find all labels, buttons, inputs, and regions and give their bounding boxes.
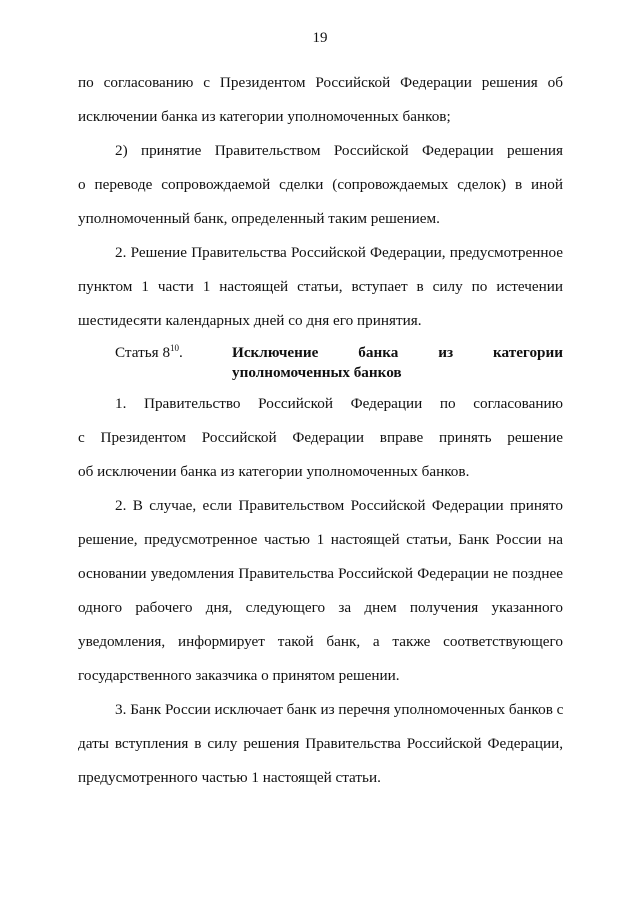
paragraph-line: об исключении банка из категории уполномоченных банков. bbox=[78, 463, 470, 480]
paragraph-line: предусмотренного частью 1 настоящей статьи. bbox=[78, 769, 381, 786]
paragraph-line: пунктом 1 части 1 настоящей статьи, вступает в силу по истечении bbox=[78, 278, 563, 295]
paragraph-line: государственного заказчика о принятом решении. bbox=[78, 667, 400, 684]
paragraph-line: уведомления, информирует такой банк, а также соответствующего bbox=[78, 633, 563, 650]
article-label-text: Статья 8 bbox=[115, 344, 171, 361]
paragraph-line: исключении банка из категории уполномоченных банков; bbox=[78, 108, 451, 125]
paragraph-line: 2. Решение Правительства Российской Федерации, предусмотренное bbox=[115, 244, 563, 261]
paragraph-line: решение, предусмотренное частью 1 настоящей статьи, Банк России на bbox=[78, 531, 563, 548]
article-label-suffix: . bbox=[179, 344, 183, 361]
article-title-line: Исключение банка из категории bbox=[232, 344, 563, 361]
paragraph-line: одного рабочего дня, следующего за днем получения указанного bbox=[78, 599, 563, 616]
paragraph-line: даты вступления в силу решения Правительства Российской Федерации, bbox=[78, 735, 563, 752]
paragraph-line: уполномоченный банк, определенный таким решением. bbox=[78, 210, 440, 227]
paragraph-line: шестидесяти календарных дней со дня его принятия. bbox=[78, 312, 422, 329]
article-label bbox=[115, 343, 183, 363]
paragraph-line: основании уведомления Правительства Российской Федерации не позднее bbox=[78, 565, 563, 582]
paragraph-line: по согласованию с Президентом Российской Федерации решения об bbox=[78, 74, 563, 91]
paragraph-line: 2) принятие Правительством Российской Федерации решения bbox=[115, 142, 563, 159]
paragraph-line: 2. В случае, если Правительством Российской Федерации принято bbox=[115, 497, 563, 514]
article-number-superscript: 10 bbox=[170, 342, 180, 353]
page-number: 19 bbox=[312, 30, 328, 46]
paragraph-line: о переводе сопровождаемой сделки (сопровождаемых сделок) в иной bbox=[78, 176, 563, 193]
paragraph-line: 3. Банк России исключает банк из перечня уполномоченных банков с bbox=[115, 701, 564, 718]
paragraph-line: 1. Правительство Российской Федерации по согласованию bbox=[115, 395, 563, 412]
paragraph-line: с Президентом Российской Федерации вправе принять решение bbox=[78, 429, 563, 446]
article-title-line: уполномоченных банков bbox=[232, 364, 402, 381]
